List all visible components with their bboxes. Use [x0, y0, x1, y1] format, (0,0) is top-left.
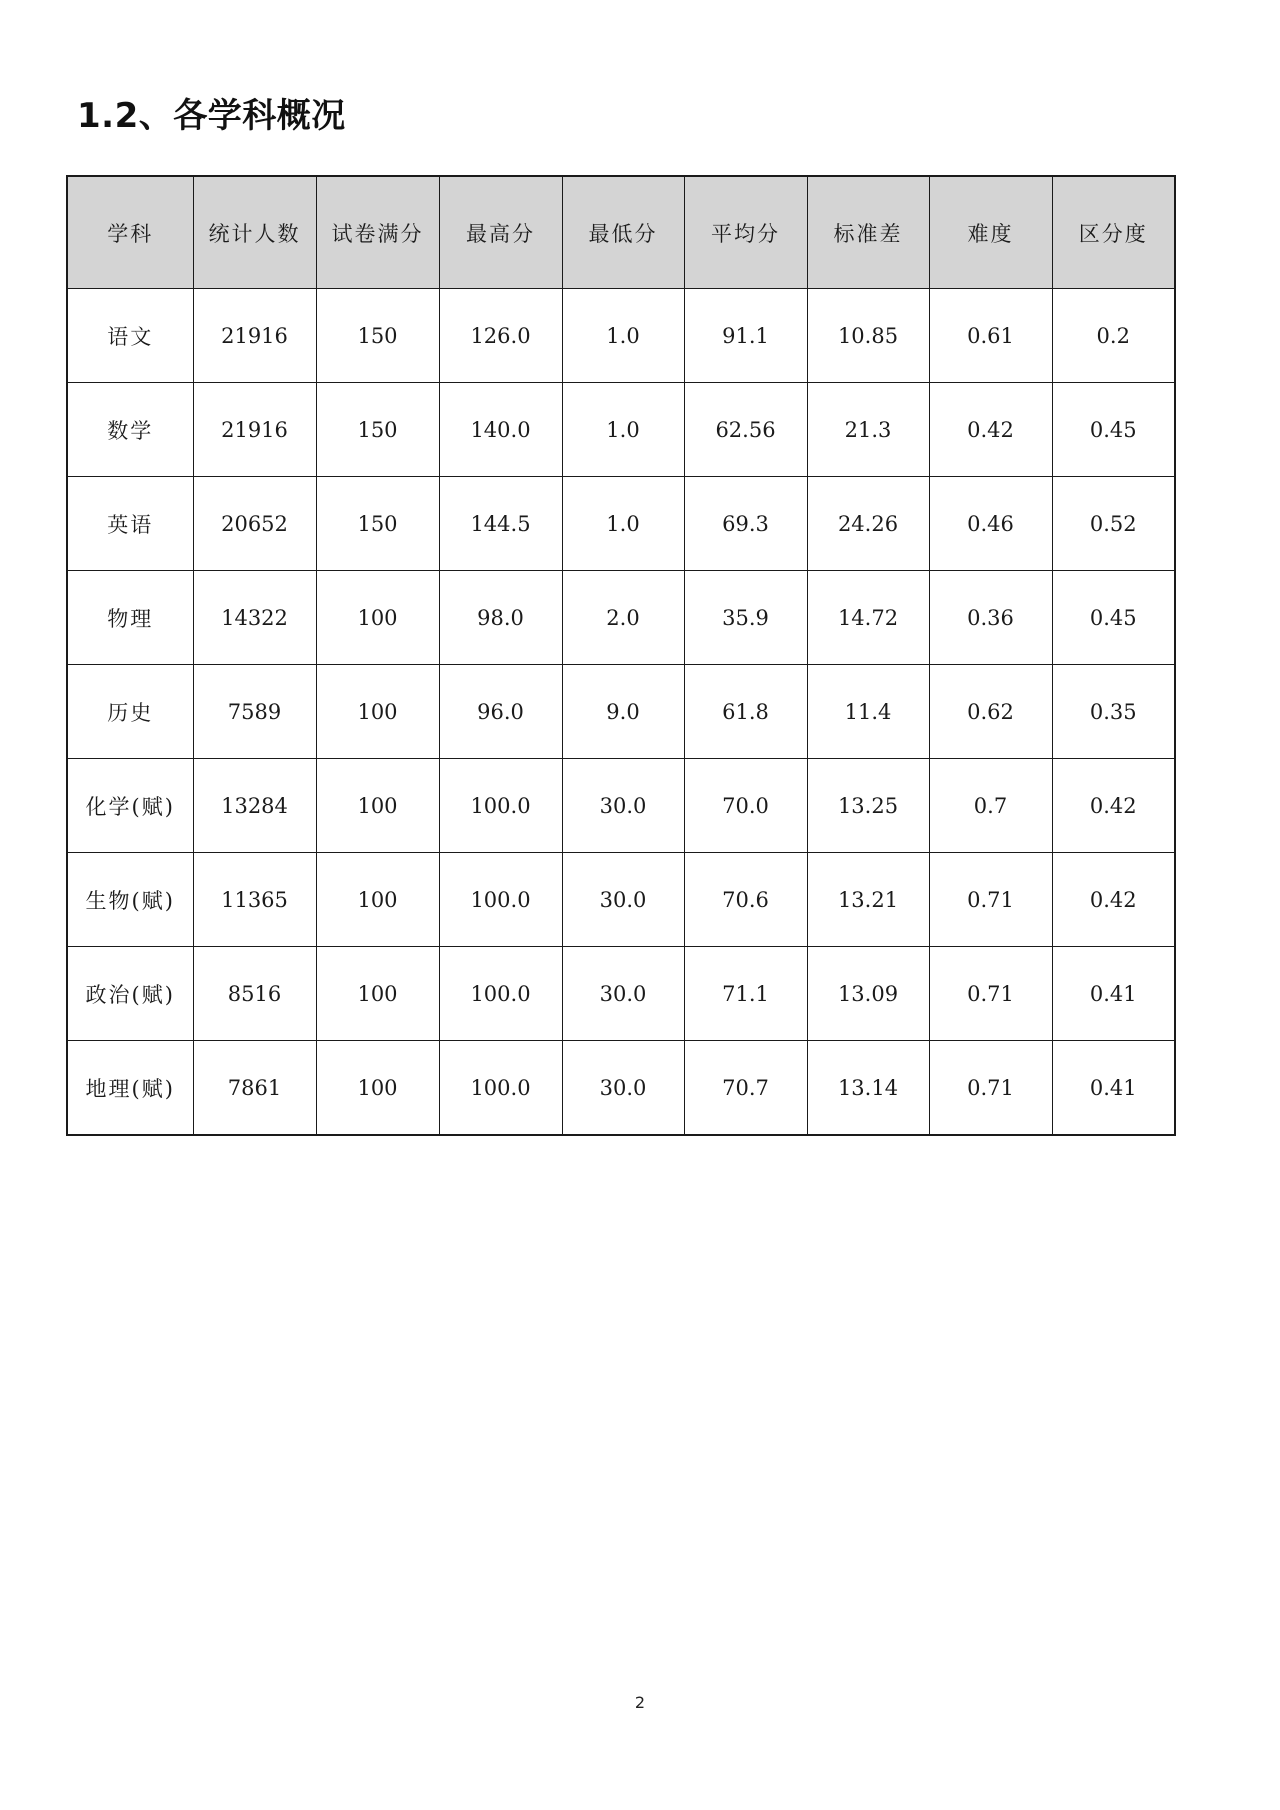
difficulty-cell: 0.71 [929, 853, 1052, 947]
count-cell: 14322 [193, 571, 316, 665]
subject-cell: 英语 [67, 477, 193, 571]
subject-cell: 历史 [67, 665, 193, 759]
subject-cell: 地理(赋) [67, 1041, 193, 1136]
difficulty-cell: 0.46 [929, 477, 1052, 571]
subject-cell: 生物(赋) [67, 853, 193, 947]
discrimination-cell: 0.45 [1052, 571, 1175, 665]
full-score-cell: 150 [316, 289, 439, 383]
std-dev-cell: 11.4 [807, 665, 929, 759]
subject-cell: 物理 [67, 571, 193, 665]
difficulty-cell: 0.42 [929, 383, 1052, 477]
min-score-cell: 30.0 [562, 947, 684, 1041]
difficulty-cell: 0.36 [929, 571, 1052, 665]
max-score-cell: 100.0 [439, 853, 562, 947]
table-row [67, 665, 1175, 759]
column-header-discrimination: 区分度 [1052, 176, 1175, 289]
discrimination-cell: 0.2 [1052, 289, 1175, 383]
std-dev-cell: 14.72 [807, 571, 929, 665]
table-row [67, 759, 1175, 853]
std-dev-cell: 13.09 [807, 947, 929, 1041]
std-dev-cell: 10.85 [807, 289, 929, 383]
table-row [67, 289, 1175, 383]
min-score-cell: 30.0 [562, 853, 684, 947]
mean-cell: 70.0 [684, 759, 807, 853]
count-cell: 21916 [193, 289, 316, 383]
discrimination-cell: 0.45 [1052, 383, 1175, 477]
max-score-cell: 98.0 [439, 571, 562, 665]
count-cell: 7861 [193, 1041, 316, 1136]
discrimination-cell: 0.35 [1052, 665, 1175, 759]
mean-cell: 62.56 [684, 383, 807, 477]
subject-cell: 数学 [67, 383, 193, 477]
full-score-cell: 100 [316, 853, 439, 947]
min-score-cell: 30.0 [562, 759, 684, 853]
discrimination-cell: 0.42 [1052, 853, 1175, 947]
max-score-cell: 100.0 [439, 759, 562, 853]
page-number: 2 [634, 1693, 646, 1712]
count-cell: 20652 [193, 477, 316, 571]
std-dev-cell: 21.3 [807, 383, 929, 477]
std-dev-cell: 13.21 [807, 853, 929, 947]
column-header-std-dev: 标准差 [807, 176, 929, 289]
full-score-cell: 100 [316, 947, 439, 1041]
max-score-cell: 140.0 [439, 383, 562, 477]
min-score-cell: 2.0 [562, 571, 684, 665]
difficulty-cell: 0.61 [929, 289, 1052, 383]
mean-cell: 91.1 [684, 289, 807, 383]
header-row [67, 176, 1175, 289]
discrimination-cell: 0.41 [1052, 1041, 1175, 1136]
std-dev-cell: 13.25 [807, 759, 929, 853]
count-cell: 21916 [193, 383, 316, 477]
table-row [67, 947, 1175, 1041]
count-cell: 8516 [193, 947, 316, 1041]
table-header [67, 176, 1175, 289]
subject-cell: 化学(赋) [67, 759, 193, 853]
min-score-cell: 9.0 [562, 665, 684, 759]
count-cell: 11365 [193, 853, 316, 947]
mean-cell: 69.3 [684, 477, 807, 571]
mean-cell: 61.8 [684, 665, 807, 759]
table-body [67, 289, 1175, 1136]
mean-cell: 70.7 [684, 1041, 807, 1136]
mean-cell: 71.1 [684, 947, 807, 1041]
subject-overview-table [66, 175, 1176, 1136]
difficulty-cell: 0.71 [929, 1041, 1052, 1136]
table-row [67, 477, 1175, 571]
full-score-cell: 150 [316, 383, 439, 477]
max-score-cell: 144.5 [439, 477, 562, 571]
subject-cell: 政治(赋) [67, 947, 193, 1041]
difficulty-cell: 0.62 [929, 665, 1052, 759]
full-score-cell: 100 [316, 1041, 439, 1136]
full-score-cell: 150 [316, 477, 439, 571]
count-cell: 13284 [193, 759, 316, 853]
count-cell: 7589 [193, 665, 316, 759]
std-dev-cell: 24.26 [807, 477, 929, 571]
mean-cell: 35.9 [684, 571, 807, 665]
column-header-count: 统计人数 [193, 176, 316, 289]
full-score-cell: 100 [316, 571, 439, 665]
column-header-max-score: 最高分 [439, 176, 562, 289]
column-header-mean: 平均分 [684, 176, 807, 289]
min-score-cell: 1.0 [562, 289, 684, 383]
table-row [67, 383, 1175, 477]
table-row [67, 571, 1175, 665]
max-score-cell: 100.0 [439, 947, 562, 1041]
section-title: 1.2、各学科概况 [77, 96, 346, 136]
column-header-full-score: 试卷满分 [316, 176, 439, 289]
min-score-cell: 30.0 [562, 1041, 684, 1136]
discrimination-cell: 0.41 [1052, 947, 1175, 1041]
table-row [67, 853, 1175, 947]
table-row [67, 1041, 1175, 1136]
discrimination-cell: 0.42 [1052, 759, 1175, 853]
full-score-cell: 100 [316, 665, 439, 759]
full-score-cell: 100 [316, 759, 439, 853]
min-score-cell: 1.0 [562, 383, 684, 477]
min-score-cell: 1.0 [562, 477, 684, 571]
column-header-subject: 学科 [67, 176, 193, 289]
difficulty-cell: 0.71 [929, 947, 1052, 1041]
mean-cell: 70.6 [684, 853, 807, 947]
max-score-cell: 100.0 [439, 1041, 562, 1136]
max-score-cell: 96.0 [439, 665, 562, 759]
difficulty-cell: 0.7 [929, 759, 1052, 853]
column-header-difficulty: 难度 [929, 176, 1052, 289]
discrimination-cell: 0.52 [1052, 477, 1175, 571]
subject-cell: 语文 [67, 289, 193, 383]
column-header-min-score: 最低分 [562, 176, 684, 289]
max-score-cell: 126.0 [439, 289, 562, 383]
std-dev-cell: 13.14 [807, 1041, 929, 1136]
